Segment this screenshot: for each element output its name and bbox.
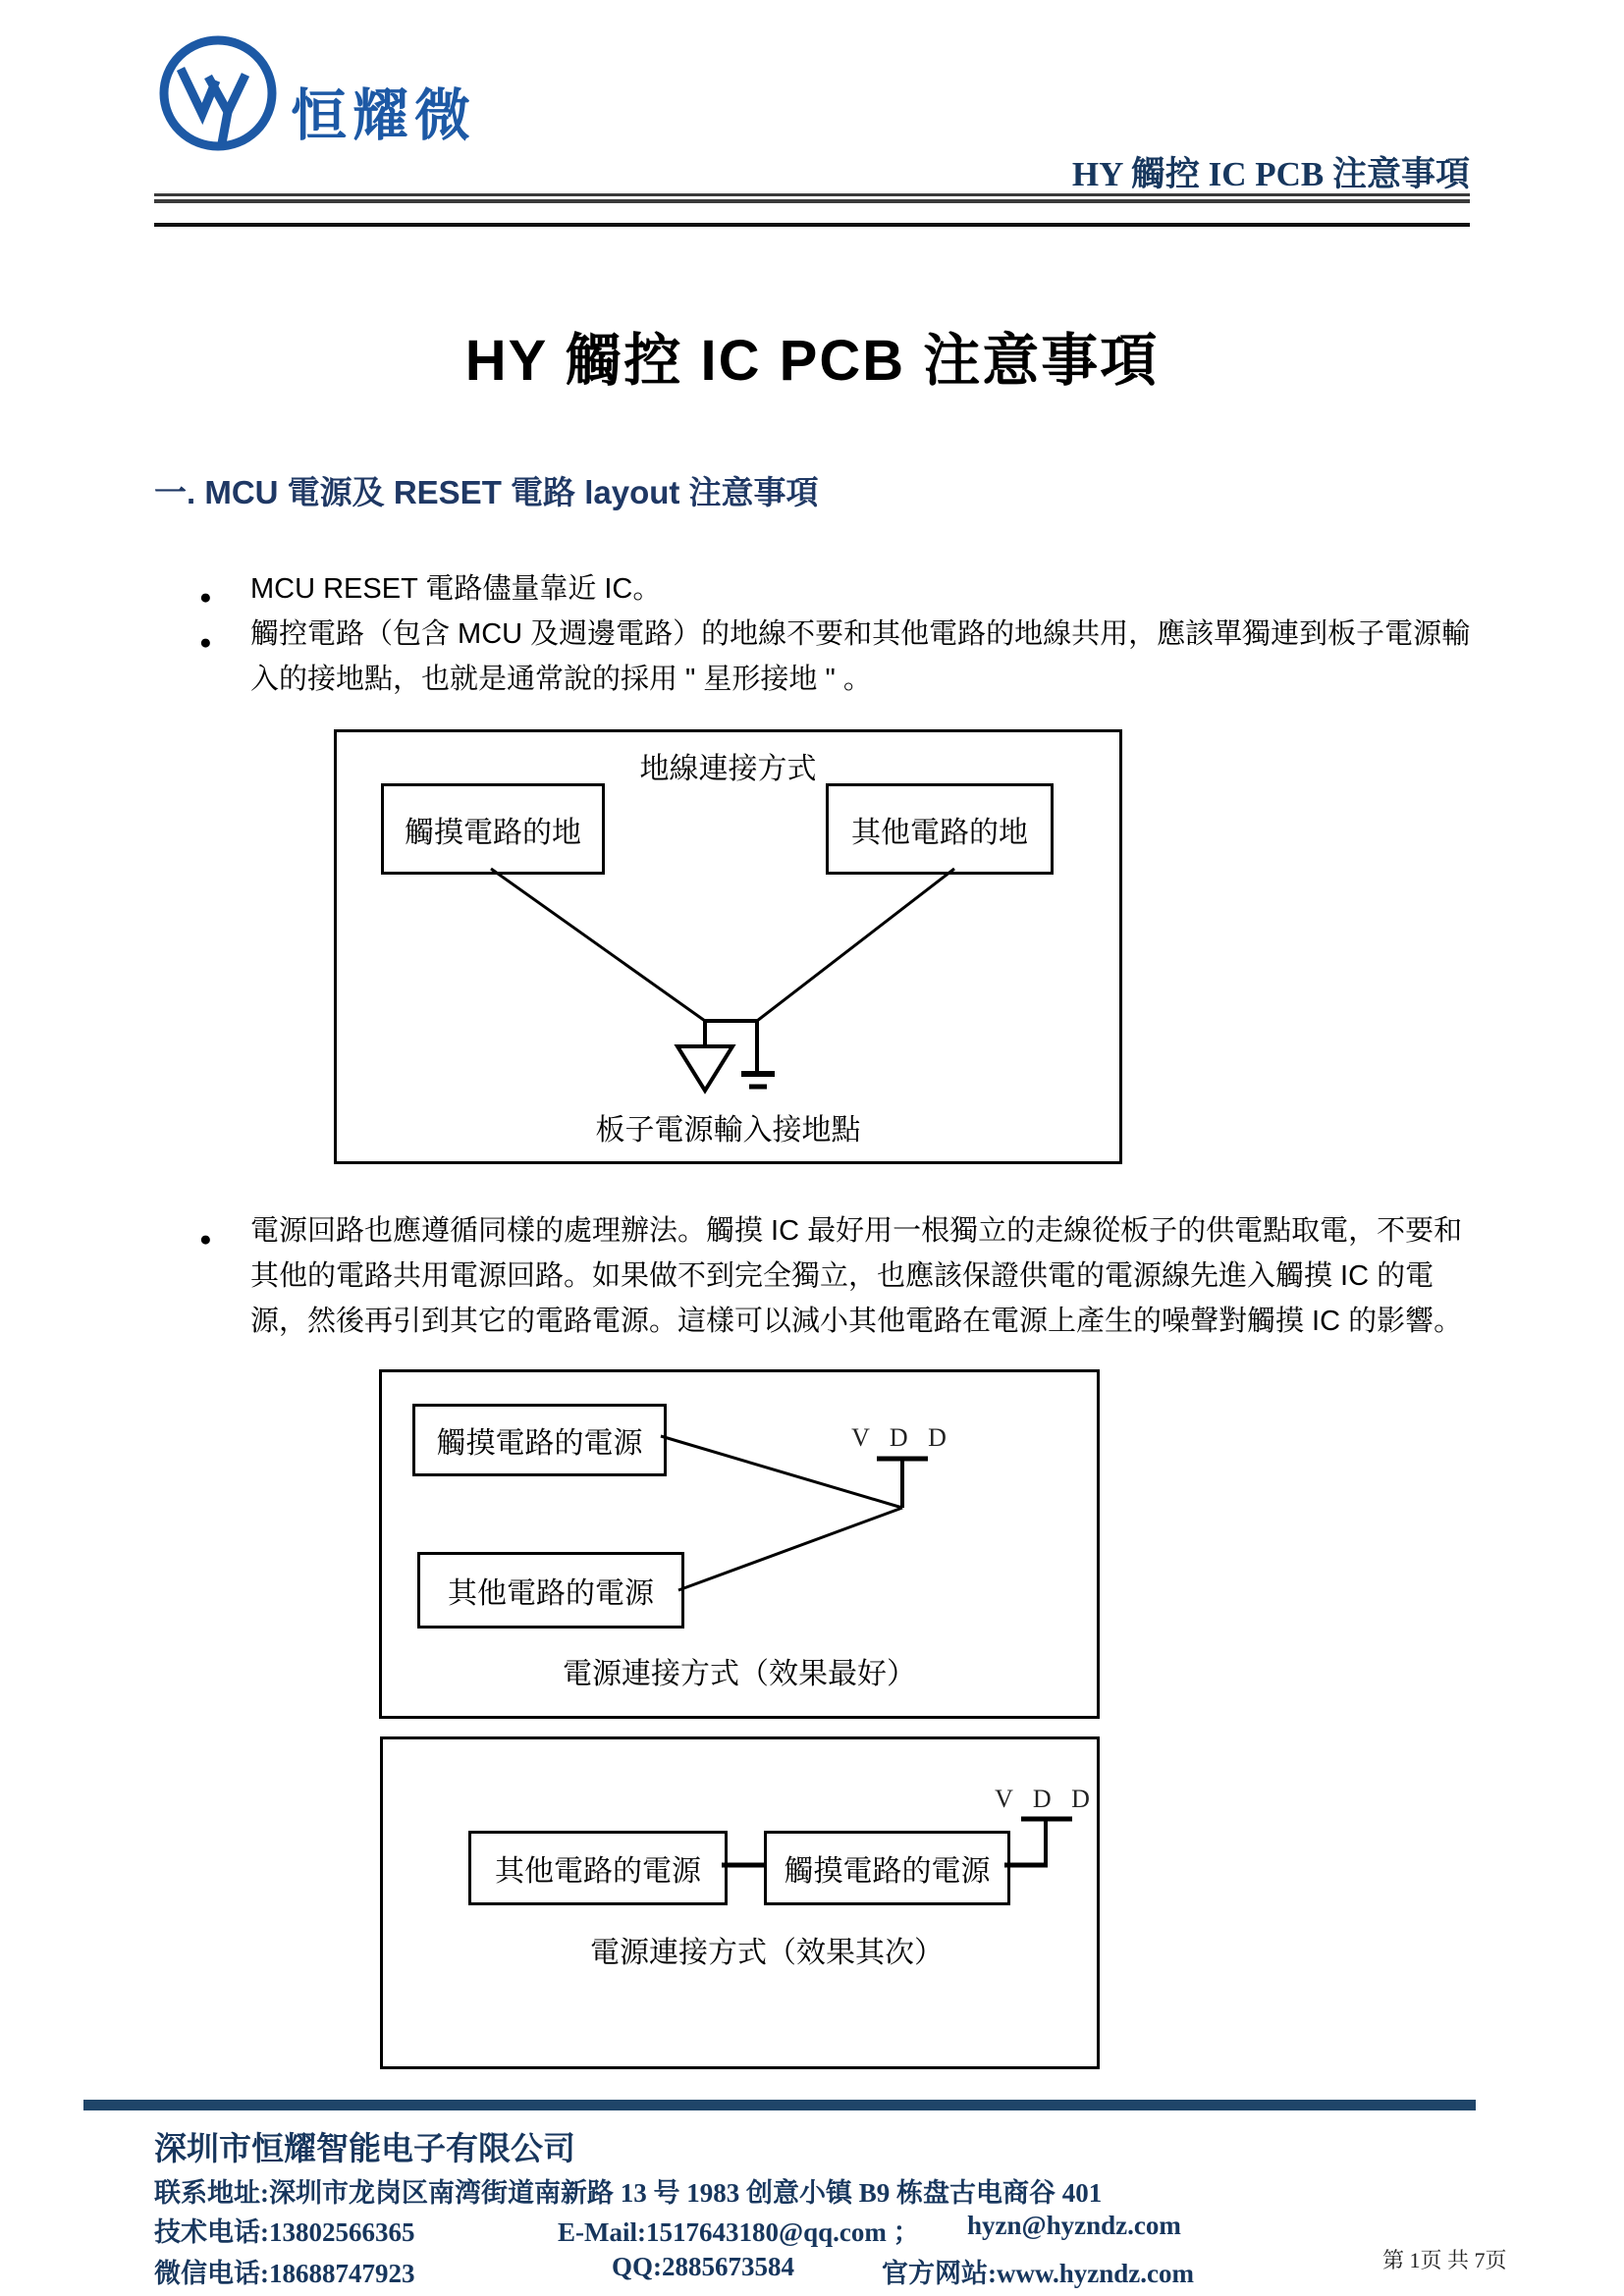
- diagram-power-best: [379, 1369, 1100, 1719]
- hy-logo-icon: [157, 33, 283, 157]
- bullet-dot: ●: [199, 586, 212, 609]
- diagram-power-second: [380, 1736, 1100, 2069]
- bullet-dot: ●: [199, 631, 212, 654]
- diagram-ground-connection: [334, 729, 1122, 1164]
- footer-qq: QQ:2885673584: [612, 2252, 794, 2281]
- touch-circuit-ground-box: 觸摸電路的地: [381, 783, 605, 875]
- other-circuit-power-box: 其他電路的電源: [417, 1552, 684, 1629]
- header-rule-thin2: [154, 199, 1470, 203]
- touch-circuit-power-box: 觸摸電路的電源: [764, 1831, 1010, 1905]
- section-heading: [154, 467, 819, 513]
- header-doc-title: HY 觸控 IC PCB 注意事項: [1071, 155, 1470, 193]
- vdd-label: V D D: [995, 1785, 1097, 1813]
- page-number: 第 1页 共 7页: [1382, 2248, 1507, 2272]
- other-circuit-power-box: 其他電路的電源: [468, 1831, 728, 1905]
- diagram-title: 地線連接方式: [639, 753, 817, 785]
- power-wires-drawing: [383, 1739, 1097, 2066]
- bullet-item: [199, 612, 1481, 702]
- bullet-text: MCU RESET 電路儘量靠近 IC。: [250, 573, 662, 605]
- footer-wechat: 微信电话:18688747923: [154, 2259, 415, 2288]
- bullet-text: 電源回路也應遵循同樣的處理辦法。觸摸 IC 最好用一根獨立的走線從板子的供電點取電，不要和其他的電路共用電源回路。如果做不到完全獨立，也應該保證供電的電源線先進入觸摸 IC 的電源，然後再引到其它的電路電源。這樣可以減小其他電路在電源上產生的噪聲對觸摸 IC 的影響。: [250, 1215, 1463, 1337]
- diagram-caption: 板子電源輸入接地點: [595, 1114, 861, 1147]
- footer-website: 官方网站:www.hyzndz.com: [882, 2259, 1194, 2288]
- footer-tech-phone: 技术电话:13802566365: [154, 2217, 415, 2247]
- vdd-label: V D D: [851, 1423, 953, 1452]
- footer-company-name: 深圳市恒耀智能电子有限公司: [154, 2132, 575, 2167]
- header-rule-thin: [154, 193, 1470, 196]
- header-rule-thick: [154, 223, 1470, 227]
- ground-wires-drawing: [337, 732, 1119, 1161]
- bullet-text: 觸控電路（包含 MCU 及週邊電路）的地線不要和其他電路的地線共用，應該單獨連到板子電源輸入的接地點，也就是通常說的採用 " 星形接地 " 。: [250, 618, 1471, 695]
- footer-accent-bar: [83, 2100, 1476, 2110]
- section-heading-label: MCU 電源及 RESET 電路 layout 注意事項: [204, 474, 819, 510]
- bullet-item: [199, 1208, 1481, 1344]
- bullet-dot: ●: [199, 1228, 212, 1251]
- logo-company-name: 恒耀微: [291, 84, 476, 147]
- footer-email-alt: hyzn@hyzndz.com: [967, 2211, 1181, 2240]
- page-title: HY 觸控 IC PCB 注意事項: [464, 329, 1160, 393]
- diagram-caption: 電源連接方式（效果最好）: [563, 1658, 916, 1690]
- section-number: 一.: [154, 474, 196, 510]
- touch-circuit-power-box: 觸摸電路的電源: [412, 1404, 667, 1476]
- bullet-item: [199, 566, 1481, 612]
- diagram-caption: 電源連接方式（效果其次）: [590, 1937, 944, 1969]
- other-circuit-ground-box: 其他電路的地: [826, 783, 1054, 875]
- footer-email: E-Mail:1517643180@qq.com ；: [558, 2217, 920, 2247]
- footer-address: 联系地址:深圳市龙岗区南湾街道南新路 13 号 1983 创意小镇 B9 栋盘古电商谷 401: [154, 2178, 1103, 2208]
